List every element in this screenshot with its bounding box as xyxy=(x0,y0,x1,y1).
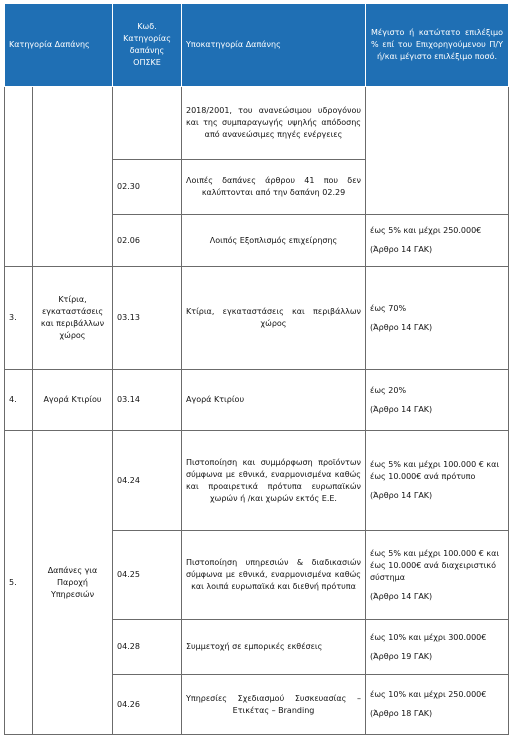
code-cell: 03.13 xyxy=(113,267,182,370)
expense-table xyxy=(4,3,509,735)
max-value: έως 10% και μέχρι 300.000€ xyxy=(370,632,487,642)
max-value: έως 5% και μέχρι 250.000€ xyxy=(370,226,482,235)
code-cell: 04.24 xyxy=(113,431,182,531)
subcategory-cell: Πιστοποίηση και συμμόρφωση προϊόντων σύμφωνα με εθνικά, εναρμονισμένα καθώς και προαιρετικά πρότυπα ευρωπαϊκών χωρών ή /και χωρών εκτός Ε.Ε. xyxy=(182,431,366,531)
max-value: έως 20% xyxy=(370,385,407,395)
subcategory-cell: Υπηρεσίες Σχεδιασμού Συσκευασίας – Ετικέτας – Branding xyxy=(182,675,366,735)
category-number-cell: 3. xyxy=(5,267,33,370)
subcategory-cell: Λοιπός Εξοπλισμός επιχείρησης xyxy=(182,215,366,267)
category-number-cell: 5. xyxy=(5,431,33,735)
max-cell xyxy=(366,215,509,267)
max-cell xyxy=(366,267,509,370)
max-value: έως 70% xyxy=(370,303,407,313)
max-note: (Άρθρο 19 ΓΑΚ) xyxy=(370,651,433,661)
max-value: έως 10% και μέχρι 250.000€ xyxy=(370,690,487,699)
code-cell: 04.28 xyxy=(113,620,182,675)
max-cell xyxy=(366,370,509,431)
max-note: (Άρθρο 14 ΓΑΚ) xyxy=(370,404,433,414)
category-cell: Δαπάνες για Παροχή Υπηρεσιών xyxy=(33,431,113,735)
category-number-cell: 4. xyxy=(5,370,33,431)
code-cell: 02.06 xyxy=(113,215,182,267)
header-code: Κωδ. Κατηγορίας δαπάνης ΟΠΣΚΕ xyxy=(113,4,182,87)
table-row xyxy=(5,87,509,160)
category-cell: Κτίρια, εγκαταστάσεις και περιβάλλων χώρος xyxy=(33,267,113,370)
table-row xyxy=(5,370,509,431)
category-number-cell xyxy=(5,87,33,267)
max-note: (Άρθρο 14 ΓΑΚ) xyxy=(370,491,433,500)
code-cell: 04.25 xyxy=(113,531,182,620)
max-cell xyxy=(366,87,509,215)
category-cell: Αγορά Κτιρίου xyxy=(33,370,113,431)
subcategory-cell: Συμμετοχή σε εμπορικές εκθέσεις xyxy=(182,620,366,675)
code-cell xyxy=(113,87,182,160)
max-cell xyxy=(366,675,509,735)
header-category: Κατηγορία Δαπάνης xyxy=(5,4,113,87)
subcategory-cell: Κτίρια, εγκαταστάσεις και περιβάλλων χώρος xyxy=(182,267,366,370)
header-max: Μέγιστο ή κατώτατο επιλέξιμο % επί του Επιχορηγούμενου Π/Υ ή/και μέγιστο επιλέξιμο ποσό. xyxy=(366,4,509,87)
subcategory-cell: 2018/2001, του ανανεώσιμου υδρογόνου και της συμπαραγωγής υψηλής απόδοσης από ανανεώσιμες πηγές ενέργειες xyxy=(182,87,366,160)
table-row xyxy=(5,267,509,370)
max-note: (Άρθρο 18 ΓΑΚ) xyxy=(370,709,433,718)
code-cell: 03.14 xyxy=(113,370,182,431)
max-value: έως 5% και μέχρι 100.000 € και έως 10.000€ ανά διαχειριστικό σύστημα xyxy=(370,548,500,582)
max-cell xyxy=(366,531,509,620)
header-row xyxy=(5,4,509,87)
max-note: (Άρθρο 14 ΓΑΚ) xyxy=(370,245,433,254)
max-cell xyxy=(366,431,509,531)
subcategory-cell: Αγορά Κτιρίου xyxy=(182,370,366,431)
header-subcategory: Υποκατηγορία Δαπάνης xyxy=(182,4,366,87)
code-cell: 02.30 xyxy=(113,160,182,215)
table-row xyxy=(5,431,509,531)
subcategory-cell: Λοιπές δαπάνες άρθρου 41 που δεν καλύπτονται από την δαπάνη 02.29 xyxy=(182,160,366,215)
code-cell: 04.26 xyxy=(113,675,182,735)
max-value: έως 5% και μέχρι 100.000 € και έως 10.000€ ανά πρότυπο xyxy=(370,460,500,481)
subcategory-cell: Πιστοποίηση υπηρεσιών & διαδικασιών σύμφωνα με εθνικά, εναρμονισμένα καθώς και λοιπά ευρωπαϊκά και διεθνή πρότυπα xyxy=(182,531,366,620)
max-note: (Άρθρο 14 ΓΑΚ) xyxy=(370,322,433,332)
max-note: (Άρθρο 14 ΓΑΚ) xyxy=(370,591,433,601)
max-cell xyxy=(366,620,509,675)
document-page xyxy=(4,3,508,735)
category-cell xyxy=(33,87,113,267)
